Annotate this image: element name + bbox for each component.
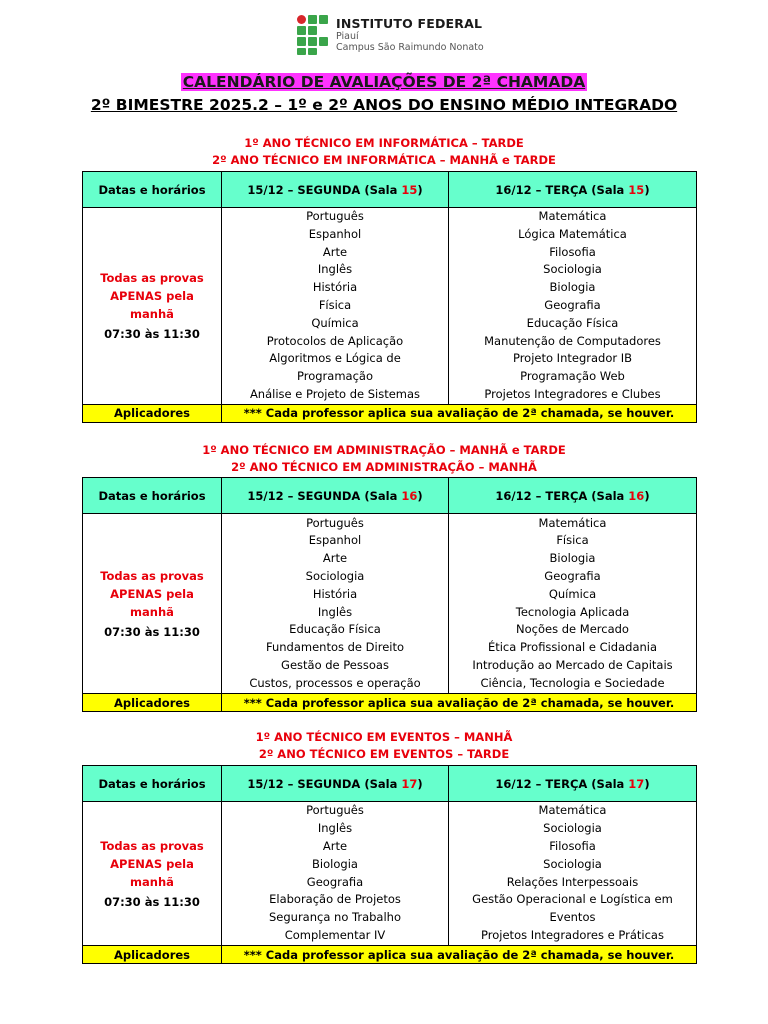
aplicadores-text: *** Cada professor aplica sua avaliação de 2ª chamada, se houver.: [222, 694, 697, 712]
subject-item: Química: [311, 315, 359, 330]
institution-name: INSTITUTO FEDERAL: [336, 16, 483, 31]
subject-item: Geografia: [544, 297, 601, 312]
subject-item: Fundamentos de Direito: [265, 640, 405, 655]
subject-item: Geografia: [306, 874, 364, 889]
schedule-note: Todas as provas APENAS pela manhã 07:30 às 11:30: [83, 514, 222, 694]
subject-item: Espanhol: [308, 226, 362, 241]
subject-item: Análise e Projeto de Sistemas: [249, 386, 421, 401]
subjects-day1: [222, 208, 449, 405]
col-header-dates: Datas e horários: [83, 766, 222, 802]
col-header-day2: 16/12 – TERÇA (Sala 16): [449, 478, 697, 514]
section-heading-line: 2º ANO TÉCNICO EM INFORMÁTICA – MANHÃ e TARDE: [212, 153, 556, 167]
table-header-row: [83, 766, 697, 802]
section-heading-line: 2º ANO TÉCNICO EM EVENTOS – TARDE: [258, 747, 510, 761]
subject-item: Inglês: [317, 604, 353, 619]
subject-item: Lógica Matemática: [518, 226, 627, 241]
section-heading-line: 1º ANO TÉCNICO EM INFORMÁTICA – TARDE: [244, 136, 524, 150]
subject-item: Biologia: [312, 856, 358, 871]
col-header-day2: 16/12 – TERÇA (Sala 15): [449, 172, 697, 208]
subjects-day1: [222, 514, 449, 694]
subject-item: Projeto Integrador IB: [512, 351, 633, 366]
subject-item: Programação: [297, 369, 373, 384]
subject-item: Projetos Integradores e Práticas: [481, 927, 664, 942]
subject-item: Relações Interpessoais: [506, 874, 639, 889]
subject-item: Português: [306, 515, 364, 530]
subject-item: Filosofia: [549, 838, 596, 853]
subjects-day2: [449, 802, 697, 946]
subject-item: História: [312, 586, 358, 601]
subject-item: Geografia: [544, 568, 601, 583]
subject-item: Ética Profissional e Cidadania: [487, 640, 658, 655]
subject-item: Elaboração de Projetos: [269, 892, 401, 907]
subject-item: Gestão Operacional e Logística em: [472, 892, 673, 907]
subject-item: Arte: [322, 551, 348, 566]
schedule-table-administracao: [82, 477, 697, 712]
subject-item: Educação Física: [526, 315, 619, 330]
subject-item: Química: [548, 586, 597, 601]
aplicadores-text: *** Cada professor aplica sua avaliação de 2ª chamada, se houver.: [222, 404, 697, 422]
col-header-day2: 16/12 – TERÇA (Sala 17): [449, 766, 697, 802]
subject-item: Biologia: [549, 551, 596, 566]
subject-item: Ciência, Tecnologia e Sociedade: [480, 675, 665, 690]
subject-item: Inglês: [317, 821, 353, 836]
subject-item: História: [312, 280, 358, 295]
subject-item: Introdução ao Mercado de Capitais: [472, 657, 673, 672]
table-header-row: [83, 478, 697, 514]
subject-item: Algoritmos e Lógica de: [269, 351, 401, 366]
table-row: [83, 802, 697, 946]
aplicadores-row: [83, 694, 697, 712]
subject-item: Filosofia: [549, 244, 596, 259]
subject-item: Sociologia: [543, 262, 602, 277]
aplicadores-label: Aplicadores: [83, 404, 222, 422]
subject-item: Gestão de Pessoas: [281, 657, 389, 672]
subject-item: Português: [306, 209, 364, 223]
subjects-day2: [449, 514, 697, 694]
subject-item: Educação Física: [289, 622, 381, 637]
col-header-day1: 15/12 – SEGUNDA (Sala 15): [222, 172, 449, 208]
schedule-table-eventos: [82, 765, 697, 964]
schedule-table-informatica: [82, 171, 697, 423]
col-header-day1: 15/12 – SEGUNDA (Sala 16): [222, 478, 449, 514]
subject-item: Arte: [322, 838, 348, 853]
subject-item: Sociologia: [305, 568, 365, 583]
subject-item: Manutenção de Computadores: [484, 333, 661, 348]
institution-state: Piauí: [336, 31, 359, 42]
section-heading-line: 1º ANO TÉCNICO EM EVENTOS – MANHÃ: [255, 730, 513, 744]
section-heading-line: 2º ANO TÉCNICO EM ADMINISTRAÇÃO – MANHÃ: [231, 460, 537, 474]
col-header-day1: 15/12 – SEGUNDA (Sala 17): [222, 766, 449, 802]
subject-item: Sociologia: [543, 821, 602, 836]
col-header-dates: Datas e horários: [83, 172, 222, 208]
subject-item: Custos, processos e operação: [249, 675, 421, 690]
page-title: CALENDÁRIO DE AVALIAÇÕES DE 2ª CHAMADA: [182, 73, 586, 91]
subject-item: Física: [318, 297, 352, 312]
subject-item: Biologia: [549, 280, 596, 295]
subject-item: Segurança no Trabalho: [268, 910, 401, 925]
section-heading-2: [0, 442, 768, 476]
table-header-row: [83, 172, 697, 208]
subject-item: Sociologia: [543, 856, 602, 871]
subjects-day2: [449, 208, 697, 405]
aplicadores-row: [83, 404, 697, 422]
subject-item: Complementar IV: [284, 927, 386, 942]
subject-item: Programação Web: [520, 369, 625, 384]
subjects-day1: [222, 802, 449, 946]
schedule-note: Todas as provas APENAS pela manhã 07:30 às 11:30: [83, 802, 222, 946]
subject-item: Matemática: [538, 803, 607, 818]
aplicadores-row: [83, 946, 697, 964]
section-heading-3: [0, 729, 768, 763]
table-row: [83, 208, 697, 405]
subject-item: Noções de Mercado: [516, 622, 629, 637]
subject-item: Física: [556, 533, 589, 548]
subject-item: Protocolos de Aplicação: [266, 333, 404, 348]
section-heading-1: [0, 135, 768, 169]
if-logo-icon: [297, 15, 331, 55]
aplicadores-label: Aplicadores: [83, 946, 222, 964]
aplicadores-text: *** Cada professor aplica sua avaliação de 2ª chamada, se houver.: [222, 946, 697, 964]
logo-text: [336, 16, 484, 53]
subject-item: Espanhol: [308, 533, 362, 548]
subject-item: Arte: [322, 244, 348, 259]
page-subtitle: 2º BIMESTRE 2025.2 – 1º e 2º ANOS DO ENSINO MÉDIO INTEGRADO: [90, 96, 678, 114]
subject-item: Matemática: [538, 515, 607, 530]
aplicadores-label: Aplicadores: [83, 694, 222, 712]
subject-item: Português: [306, 803, 364, 818]
subject-item: Eventos: [549, 910, 596, 925]
subject-item: Inglês: [317, 262, 353, 277]
subject-item: Tecnologia Aplicada: [515, 604, 630, 619]
table-row: [83, 514, 697, 694]
subject-item: Matemática: [538, 209, 607, 223]
institution-campus: Campus São Raimundo Nonato: [336, 42, 484, 53]
subject-item: Projetos Integradores e Clubes: [484, 386, 661, 401]
col-header-dates: Datas e horários: [83, 478, 222, 514]
section-heading-line: 1º ANO TÉCNICO EM ADMINISTRAÇÃO – MANHÃ e TARDE: [202, 443, 566, 457]
schedule-note: Todas as provas APENAS pela manhã 07:30 às 11:30: [83, 208, 222, 405]
